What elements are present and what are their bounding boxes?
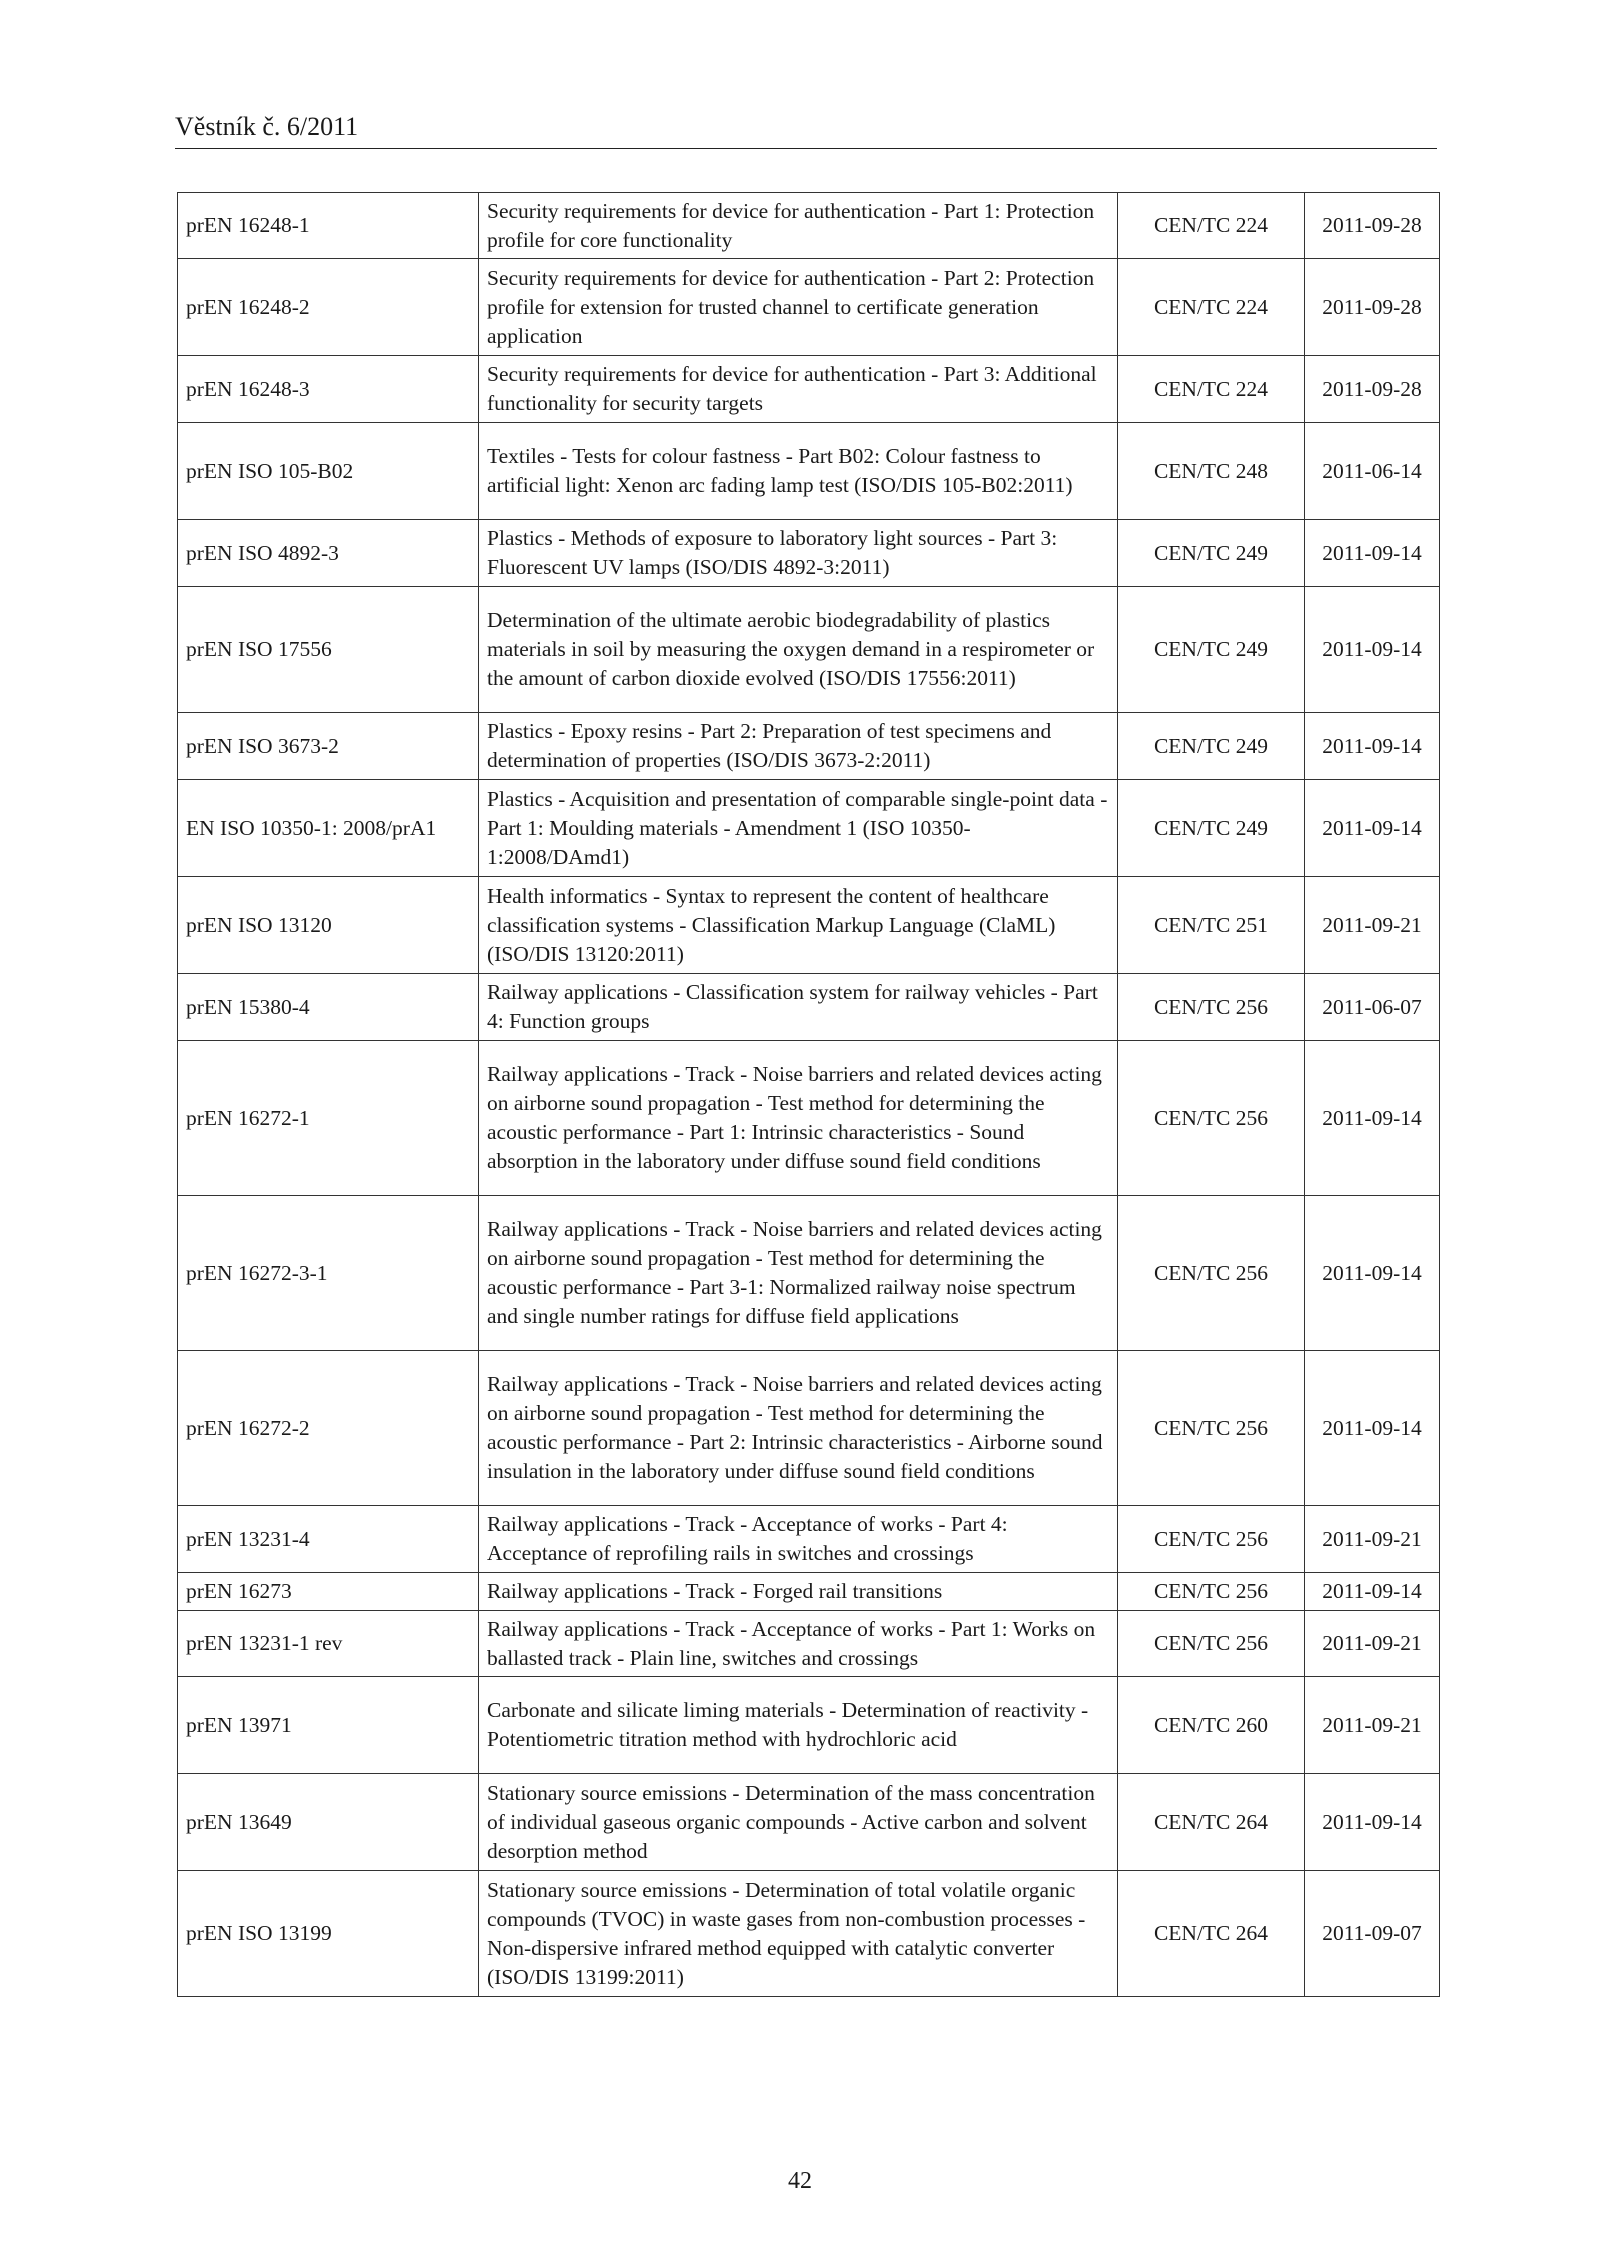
technical-committee: CEN/TC 256 (1118, 1506, 1305, 1573)
deadline-date: 2011-09-28 (1305, 356, 1440, 423)
deadline-date: 2011-06-07 (1305, 974, 1440, 1041)
technical-committee: CEN/TC 256 (1118, 974, 1305, 1041)
journal-title: Věstník č. 6/2011 (175, 112, 359, 141)
technical-committee: CEN/TC 264 (1118, 1871, 1305, 1997)
table-row (178, 1774, 1440, 1871)
standard-title: Carbonate and silicate liming materials - Determination of reactivity - Potentiometric titration method with hydrochloric acid (479, 1677, 1118, 1774)
table-row (178, 713, 1440, 780)
standard-code: prEN ISO 4892-3 (178, 520, 479, 587)
technical-committee: CEN/TC 256 (1118, 1611, 1305, 1677)
standard-code: prEN 13649 (178, 1774, 479, 1871)
table-row (178, 356, 1440, 423)
deadline-date: 2011-09-21 (1305, 1611, 1440, 1677)
standard-code: prEN 16272-2 (178, 1351, 479, 1506)
technical-committee: CEN/TC 256 (1118, 1196, 1305, 1351)
technical-committee: CEN/TC 249 (1118, 780, 1305, 877)
standard-title: Railway applications - Track - Acceptance of works - Part 4: Acceptance of reprofiling rails in switches and crossings (479, 1506, 1118, 1573)
table-row (178, 1041, 1440, 1196)
technical-committee: CEN/TC 260 (1118, 1677, 1305, 1774)
standard-title: Plastics - Methods of exposure to laboratory light sources - Part 3: Fluorescent UV lamps (ISO/DIS 4892-3:2011) (479, 520, 1118, 587)
standard-title: Railway applications - Track - Acceptance of works - Part 1: Works on ballasted track - Plain line, switches and crossings (479, 1611, 1118, 1677)
deadline-date: 2011-09-21 (1305, 1677, 1440, 1774)
table-row (178, 423, 1440, 520)
deadline-date: 2011-09-21 (1305, 1506, 1440, 1573)
standard-code: prEN 13231-1 rev (178, 1611, 479, 1677)
standard-code: prEN 16248-2 (178, 259, 479, 356)
table-row (178, 1871, 1440, 1997)
standard-code: prEN 16248-3 (178, 356, 479, 423)
table-row (178, 259, 1440, 356)
standards-table (177, 192, 1440, 1997)
standard-code: prEN 13971 (178, 1677, 479, 1774)
standard-title: Security requirements for device for authentication - Part 1: Protection profile for core functionality (479, 193, 1118, 259)
deadline-date: 2011-09-28 (1305, 259, 1440, 356)
deadline-date: 2011-09-21 (1305, 877, 1440, 974)
standard-code: prEN ISO 17556 (178, 587, 479, 713)
standard-title: Railway applications - Classification system for railway vehicles - Part 4: Function groups (479, 974, 1118, 1041)
table-row (178, 1196, 1440, 1351)
standard-title: Health informatics - Syntax to represent the content of healthcare classification systems - Classification Markup Language (ClaML) (ISO/DIS 13120:2011) (479, 877, 1118, 974)
table-row (178, 780, 1440, 877)
deadline-date: 2011-09-14 (1305, 1774, 1440, 1871)
table-row (178, 974, 1440, 1041)
technical-committee: CEN/TC 256 (1118, 1041, 1305, 1196)
standard-code: prEN 16272-3-1 (178, 1196, 479, 1351)
standard-code: prEN ISO 105-B02 (178, 423, 479, 520)
deadline-date: 2011-06-14 (1305, 423, 1440, 520)
table-row (178, 877, 1440, 974)
table-row (178, 1351, 1440, 1506)
technical-committee: CEN/TC 249 (1118, 587, 1305, 713)
standard-title: Determination of the ultimate aerobic biodegradability of plastics materials in soil by measuring the oxygen demand in a respirometer or the amount of carbon dioxide evolved (ISO/DIS 17556:2011) (479, 587, 1118, 713)
standard-title: Railway applications - Track - Noise barriers and related devices acting on airborne sound propagation - Test method for determining the acoustic performance - Part 2: Intrinsic characteristics - Airborne sound insulation in the laboratory under diffuse sound field conditions (479, 1351, 1118, 1506)
standard-code: prEN 16272-1 (178, 1041, 479, 1196)
standard-code: EN ISO 10350-1: 2008/prA1 (178, 780, 479, 877)
deadline-date: 2011-09-14 (1305, 587, 1440, 713)
technical-committee: CEN/TC 249 (1118, 713, 1305, 780)
standard-code: prEN ISO 13120 (178, 877, 479, 974)
technical-committee: CEN/TC 264 (1118, 1774, 1305, 1871)
deadline-date: 2011-09-14 (1305, 713, 1440, 780)
deadline-date: 2011-09-14 (1305, 780, 1440, 877)
table-row (178, 1677, 1440, 1774)
technical-committee: CEN/TC 256 (1118, 1351, 1305, 1506)
standard-title: Railway applications - Track - Noise barriers and related devices acting on airborne sound propagation - Test method for determining the acoustic performance - Part 1: Intrinsic characteristics - Sound absorption in the laboratory under diffuse sound field conditions (479, 1041, 1118, 1196)
deadline-date: 2011-09-14 (1305, 1351, 1440, 1506)
standard-code: prEN ISO 13199 (178, 1871, 479, 1997)
standard-title: Railway applications - Track - Noise barriers and related devices acting on airborne sound propagation - Test method for determining the acoustic performance - Part 3-1: Normalized railway noise spectrum and single number ratings for diffuse field applications (479, 1196, 1118, 1351)
deadline-date: 2011-09-14 (1305, 1196, 1440, 1351)
table-row (178, 1506, 1440, 1573)
technical-committee: CEN/TC 224 (1118, 193, 1305, 259)
technical-committee: CEN/TC 256 (1118, 1573, 1305, 1611)
page-number: 42 (788, 2168, 812, 2194)
deadline-date: 2011-09-28 (1305, 193, 1440, 259)
deadline-date: 2011-09-14 (1305, 520, 1440, 587)
technical-committee: CEN/TC 224 (1118, 356, 1305, 423)
standard-title: Stationary source emissions - Determination of the mass concentration of individual gaseous organic compounds - Active carbon and solvent desorption method (479, 1774, 1118, 1871)
deadline-date: 2011-09-07 (1305, 1871, 1440, 1997)
table-row (178, 520, 1440, 587)
page-header (175, 112, 1437, 149)
standard-title: Railway applications - Track - Forged rail transitions (479, 1573, 1118, 1611)
technical-committee: CEN/TC 224 (1118, 259, 1305, 356)
technical-committee: CEN/TC 251 (1118, 877, 1305, 974)
table-row (178, 1611, 1440, 1677)
standard-title: Stationary source emissions - Determination of total volatile organic compounds (TVOC) in waste gases from non-combustion processes - Non-dispersive infrared method equipped with catalytic converter (ISO/DIS 13199:2011) (479, 1871, 1118, 1997)
table-row (178, 1573, 1440, 1611)
standard-title: Plastics - Acquisition and presentation of comparable single-point data - Part 1: Moulding materials - Amendment 1 (ISO 10350-1:2008/DAmd1) (479, 780, 1118, 877)
technical-committee: CEN/TC 248 (1118, 423, 1305, 520)
standard-code: prEN 13231-4 (178, 1506, 479, 1573)
table-row (178, 587, 1440, 713)
standard-title: Textiles - Tests for colour fastness - Part B02: Colour fastness to artificial light: Xenon arc fading lamp test (ISO/DIS 105-B02:2011) (479, 423, 1118, 520)
table-row (178, 193, 1440, 259)
standard-title: Plastics - Epoxy resins - Part 2: Preparation of test specimens and determination of properties (ISO/DIS 3673-2:2011) (479, 713, 1118, 780)
standard-code: prEN ISO 3673-2 (178, 713, 479, 780)
standard-title: Security requirements for device for authentication - Part 2: Protection profile for extension for trusted channel to certificate generation application (479, 259, 1118, 356)
standard-code: prEN 16248-1 (178, 193, 479, 259)
standard-code: prEN 15380-4 (178, 974, 479, 1041)
technical-committee: CEN/TC 249 (1118, 520, 1305, 587)
standard-code: prEN 16273 (178, 1573, 479, 1611)
deadline-date: 2011-09-14 (1305, 1573, 1440, 1611)
standard-title: Security requirements for device for authentication - Part 3: Additional functionality for security targets (479, 356, 1118, 423)
deadline-date: 2011-09-14 (1305, 1041, 1440, 1196)
